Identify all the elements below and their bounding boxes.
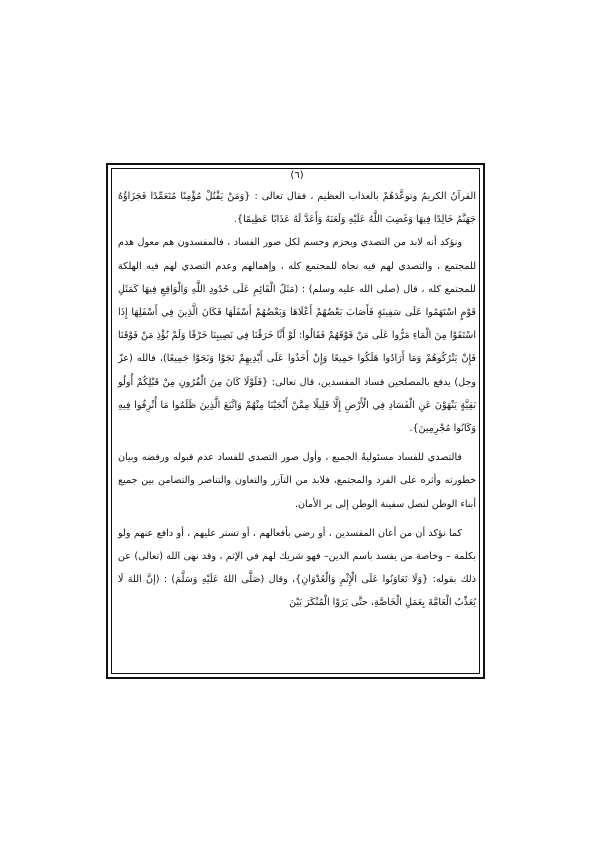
paragraph-3: فالتصدي للفساد مسئوليةُ الجميع ، وأول صور التصدي للفساد عدم قبوله ورفضه وبيان خطورته وأثره على الفرد والمجتمع، فلابد من التآزر والتعاون والتناصر والتضامن بين جميع أبناء الوطن لتصل سفينة الوطن إلى بر الأمان. — [118, 452, 476, 510]
page-number: (٦) — [290, 170, 304, 181]
document-body — [118, 168, 476, 615]
paragraph-1: القرآنُ الكريمُ وتوعَّدَهُمْ بالعذاب العظيم ، فقال تعالى : {وَمَنْ يَقْتُلْ مُؤْمِنًا مُتَعَمِّدًا فَجَزَاؤُهُ جَهَنَّمُ خَالِدًا فِيهَا وَغَضِبَ اللَّهُ عَلَيْهِ وَلَعَنَهُ وَأَعَدَّ لَهُ عَذَابًا عَظِيمًا}. — [118, 191, 476, 226]
paragraph-4: كما نؤكد أن من أعان المفسدين ، أو رضي بأفعالهم ، أو تستر عليهم ، أو دافع عنهم ولو بكلمة – وخاصة من يفسد باسم الدين– فهو شريك لهم في الإثم ، وقد نهى الله (تعالى) عن ذلك بقوله: {وَلَا تَعَاوَنُوا عَلَى الْإِثْمِ وَالْعُدْوَانِ}، وقال (صَلَّى اللهُ عَلَيْهِ وَسَلَّمَ) : (إنَّ اللهَ لَا يُعَذِّبُ الْعَامَّةَ بِعَمَلِ الْخَاصَّةِ، حتَّى يَرَوْا الْمُنْكَرَ بَيْنَ — [118, 527, 476, 609]
paragraph-2: ونؤكد أنه لابد من التصدي وبحزم وحسم لكل صور الفساد ، فالمفسدون هم معول هدم للمجتمع ، والتصدي لهم فيه نجاة للمجتمع كله ، وإهمالهم وعدم التصدي لهم فيه الهلكة للمجتمع كله ، قال (صلى الله عليه وسلم) : (مَثَلُ الْقَائِمِ عَلَى حُدُودِ اللَّهِ وَالْوَاقِعِ فِيهَا كَمَثَلِ قَوْمٍ اسْتَهَمُوا عَلَى سَفِينَةٍ فَأَصَابَ بَعْضُهُمْ أَعْلَاهَا وَبَعْضُهُمْ أَسْفَلَهَا فَكَانَ الَّذِينَ فِي أَسْفَلِهَا إِذَا اسْتَقَوْا مِنَ الْمَاءِ مَرُّوا عَلَى مَنْ فَوْقَهُمْ فَقَالُوا: لَوْ أَنَّا خَرَقْنَا فِي نَصِيبِنَا خَرْقًا وَلَمْ نُؤْذِ مَنْ فَوْقَنَا فَإِنْ يَتْرُكُوهُمْ وَمَا أَرَادُوا هَلَكُوا جَمِيعًا وَإِنْ أَخَذُوا عَلَى أَيْدِيهِمْ نَجَوْا وَنَجَوْا جَمِيعًا)، فالله (عزّ وجل) يدفع بالمصلحين فساد المفسدين، قال تعالى: {فَلَوْلَا كَانَ مِنَ الْقُرُونِ مِنْ قَبْلِكُمْ أُولُو بَقِيَّةٍ يَنْهَوْنَ عَنِ الْفَسَادِ فِي الْأَرْضِ إِلَّا قَلِيلًا مِمَّنْ أَنْجَيْنَا مِنْهُمْ وَاتَّبَعَ الَّذِينَ ظَلَمُوا مَا أُتْرِفُوا فِيهِ وَكَانُوا مُجْرِمِينَ}. — [118, 237, 476, 435]
